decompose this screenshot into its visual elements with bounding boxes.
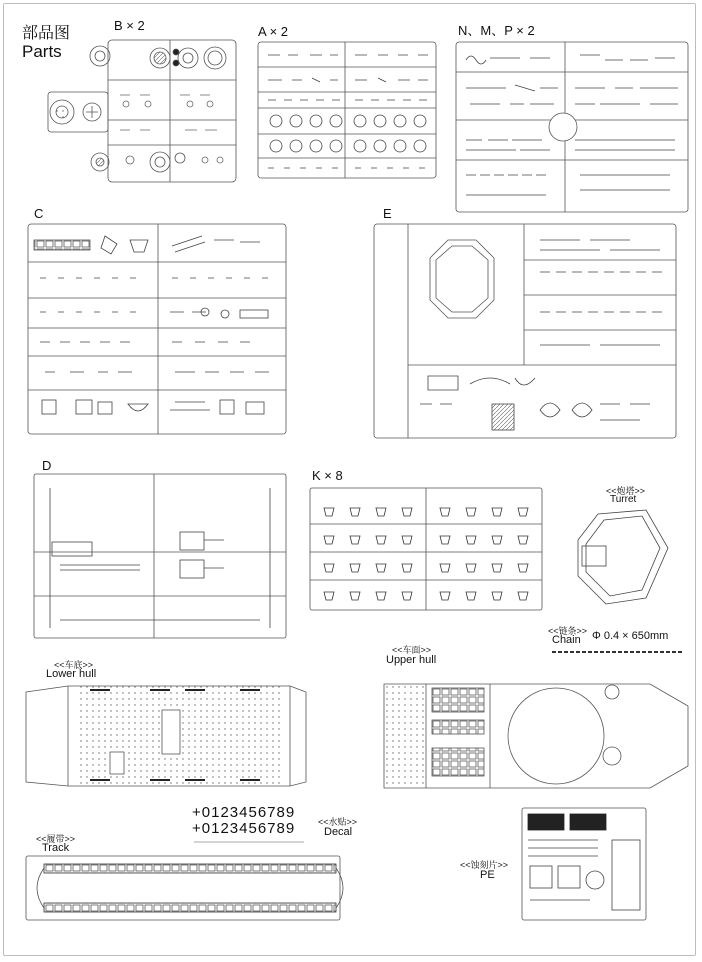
- decal-digits-row-2: +0123456789: [192, 820, 296, 837]
- track-label-zh: <<履带>>: [36, 834, 76, 844]
- sprue-c: [28, 224, 286, 434]
- sprue-nmp-label: N、M、P × 2: [458, 23, 535, 38]
- chain-label-en: Chain: [552, 634, 581, 646]
- title-en: Parts: [22, 42, 62, 61]
- sprue-c-label: C: [34, 206, 44, 221]
- sprue-a: [258, 42, 436, 178]
- decal-digits-row-1: +0123456789: [192, 804, 296, 821]
- sprue-a-label: A × 2: [258, 24, 288, 39]
- turret-drawing: [578, 510, 668, 604]
- pe-fret-drawing: [522, 808, 646, 920]
- lower-hull-drawing: [26, 686, 306, 786]
- chain-label-zh: <<链条>>: [548, 626, 588, 636]
- track-drawing: [26, 856, 343, 920]
- sprue-k: [310, 488, 542, 610]
- upper-hull-drawing: [384, 684, 688, 788]
- turret-label-en: Turret: [610, 494, 637, 505]
- pe-label-en: PE: [480, 869, 495, 881]
- lower-hull-label-en: Lower hull: [46, 668, 97, 680]
- lower-hull-label-zh: <<车底>>: [54, 660, 94, 670]
- sprue-b-label: B × 2: [114, 18, 145, 33]
- sprue-d: [34, 474, 286, 638]
- sprue-e: [374, 224, 676, 438]
- upper-hull-label-zh: <<车面>>: [392, 645, 432, 655]
- decal-label-zh: <<水贴>>: [318, 817, 358, 827]
- chain-spec: Φ 0.4 × 650mm: [592, 630, 669, 642]
- turret-label-zh: <<炮塔>>: [606, 486, 646, 496]
- sprue-k-label: K × 8: [312, 468, 343, 483]
- sprue-nmp: [456, 42, 688, 212]
- track-label-en: Track: [42, 842, 70, 854]
- sprue-b: [48, 40, 236, 182]
- sprue-d-label: D: [42, 458, 52, 473]
- sprue-e-label: E: [383, 206, 392, 221]
- decal-label-en: Decal: [324, 826, 353, 838]
- title-zh: 部品图: [22, 25, 71, 42]
- pe-label-zh: <<蚀刻片>>: [460, 860, 509, 870]
- upper-hull-label-en: Upper hull: [386, 654, 437, 666]
